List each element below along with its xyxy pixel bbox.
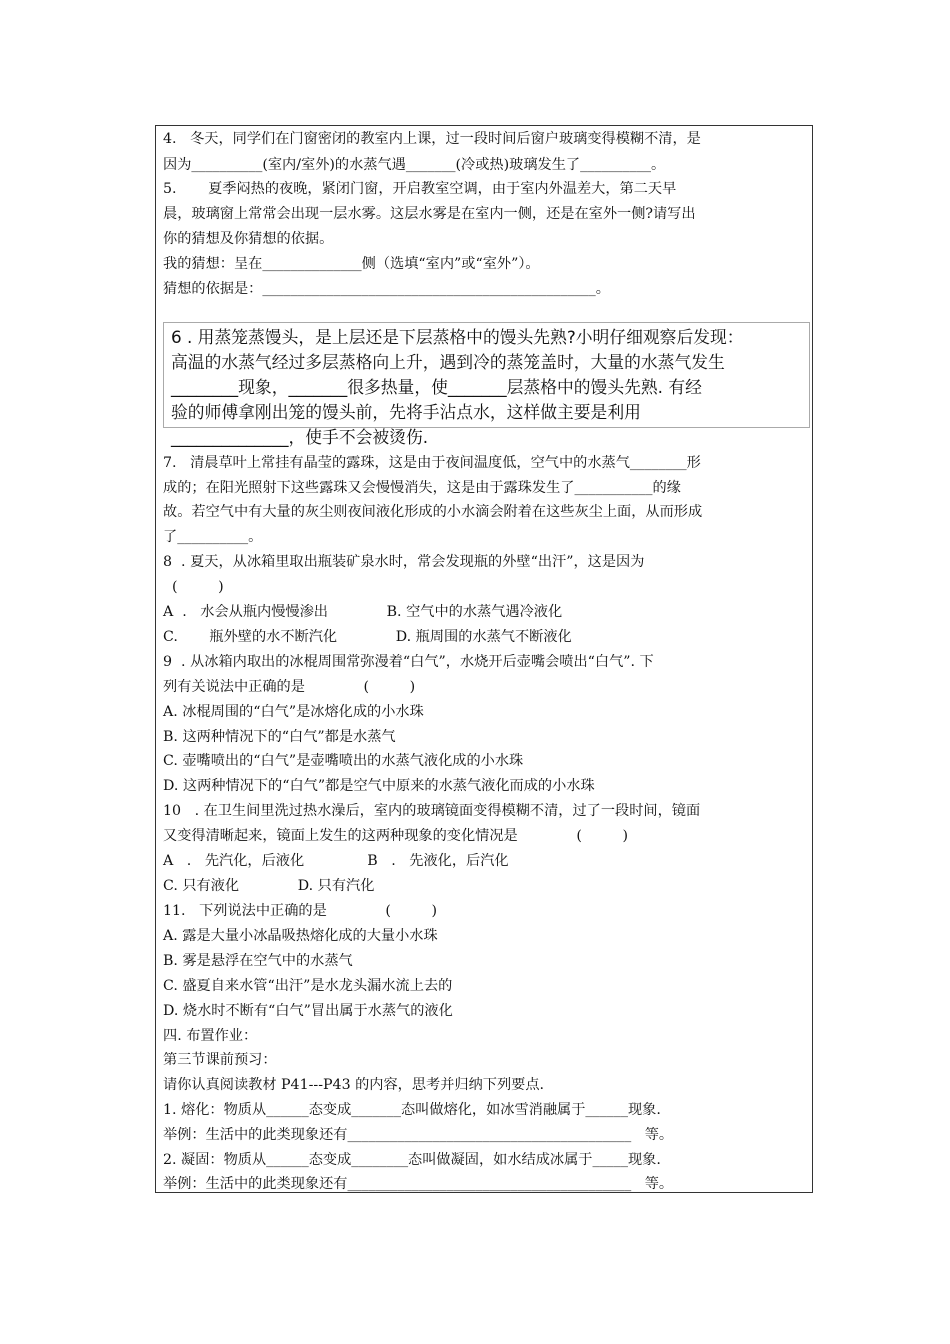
q7-line-2: 成的；在阳光照射下这些露珠又会慢慢消失，这是由于露珠发生了___________的缘 [163,480,681,496]
q11-option-a: A. 露是大量小冰晶吸热熔化成的大量小水珠 [163,928,438,944]
q9-option-a: A. 冰棍周围的“白气”是冰熔化成的小水珠 [163,704,424,720]
q5-line-1: 5. 夏季闷热的夜晚，紧闭门窗，开启教室空调，由于室内外温差大，第二天早 [163,181,677,197]
q6-line-1: 6 . 用蒸笼蒸馒头，是上层还是下层蒸格中的馒头先熟?小明仔细观察后发现： [171,327,744,347]
q5-line-3: 你的猜想及你猜想的依据。 [163,231,334,247]
q9-option-c: C. 壶嘴喷出的“白气”是壶嘴喷出的水蒸气液化成的小水珠 [163,753,524,769]
q6-line-3: ________现象，_______很多热量，使_______层蒸格中的馒头先熟. 有经 [171,377,702,397]
melting-definition: 1. 熔化：物质从______态变成_______态叫做熔化，如冰雪消融属于______现象. [163,1102,661,1118]
q10-options-ab: A . 先汽化，后液化 B . 先液化，后汽化 [163,853,509,869]
q11-option-d: D. 烧水时不断有“白气”冒出属于水蒸气的液化 [163,1003,453,1019]
homework-heading: 四. 布置作业： [163,1028,258,1044]
preview-heading: 第三节课前预习： [163,1052,277,1068]
q11-line-1: 11. 下列说法中正确的是 ( ) [163,903,438,919]
q8-answer-slot: ( ) [163,579,224,595]
q11-option-c: C. 盛夏自来水管“出汗”是水龙头漏水流上去的 [163,978,453,994]
q9-option-d: D. 这两种情况下的“白气”都是空气中原来的水蒸气液化而成的小水珠 [163,778,595,794]
q10-line-2: 又变得清晰起来，镜面上发生的这两种现象的变化情况是 ( ) [163,828,628,844]
q9-line-2: 列有关说法中正确的是 ( ) [163,679,416,695]
q8-line-1: 8 . 夏天，从冰箱里取出瓶装矿泉水时，常会发现瓶的外壁“出汗”，这是因为 [163,554,645,570]
q7-line-3: 故。若空气中有大量的灰尘则夜间液化形成的小水滴会附着在这些灰尘上面，从而形成 [163,504,703,520]
q10-line-1: 10 . 在卫生间里洗过热水澡后，室内的玻璃镜面变得模糊不清，过了一段时间，镜面 [163,803,701,819]
q5-guess: 我的猜想：呈在______________侧（选填“室内”或“室外”）。 [163,256,540,272]
preview-instruction: 请你认真阅读教材 P41---P43 的内容，思考并归纳下列要点. [163,1077,545,1093]
melting-example: 举例：生活中的此类现象还有________________________________________ 等。 [163,1127,674,1143]
q10-options-cd: C. 只有液化 D. 只有汽化 [163,878,375,894]
solidification-definition: 2. 凝固：物质从______态变成________态叫做凝固，如水结成冰属于_____现象. [163,1152,661,1168]
q5-basis: 猜想的依据是：_______________________________________________。 [163,281,610,297]
q4-line-2: 因为__________(室内/室外)的水蒸气遇_______(冷或热)玻璃发生了__________。 [163,157,666,173]
q7-line-4: 了__________。 [163,529,263,545]
q6-line-4: 验的师傅拿刚出笼的馒头前，先将手沾点水，这样做主要是利用 [171,402,641,422]
q5-line-2: 晨，玻璃窗上常常会出现一层水雾。这层水雾是在室内一侧，还是在室外一侧?请写出 [163,206,696,222]
solidification-example: 举例：生活中的此类现象还有________________________________________ 等。 [163,1176,674,1192]
q8-options-ab: A . 水会从瓶内慢慢渗出 B. 空气中的水蒸气遇冷液化 [163,604,563,620]
q7-line-1: 7. 清晨草叶上常挂有晶莹的露珠，这是由于夜间温度低，空气中的水蒸气________形 [163,455,701,471]
q11-option-b: B. 雾是悬浮在空气中的水蒸气 [163,953,353,969]
q9-option-b: B. 这两种情况下的“白气”都是水蒸气 [163,729,396,745]
q6-line-5: ______________，使手不会被烫伤. [171,427,429,447]
q4-line-1: 4. 冬天，同学们在门窗密闭的教室内上课，过一段时间后窗户玻璃变得模糊不清，是 [163,131,701,147]
q6-line-2: 高温的水蒸气经过多层蒸格向上升，遇到冷的蒸笼盖时，大量的水蒸气发生 [171,352,725,372]
q9-line-1: 9 . 从冰箱内取出的冰棍周围常弥漫着“白气”，水烧开后壶嘴会喷出“白气”. 下 [163,654,654,670]
q8-options-cd: C. 瓶外壁的水不断汽化 D. 瓶周围的水蒸气不断液化 [163,629,572,645]
